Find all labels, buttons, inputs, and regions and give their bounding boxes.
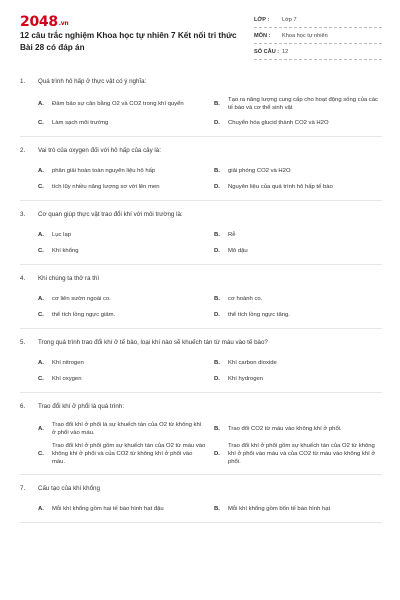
document-header <box>0 0 400 68</box>
question-stem <box>20 402 382 411</box>
option-letter: B. <box>214 426 220 433</box>
answer-option[interactable] <box>214 293 382 305</box>
question-item <box>20 68 382 137</box>
question-text: Trao đổi khí ở phổi là quá trình: <box>38 402 125 410</box>
option-letter: C. <box>38 119 44 126</box>
question-text: Quá trình hô hấp ở thực vật có ý nghĩa: <box>38 78 147 85</box>
option-letter: D. <box>214 119 220 126</box>
answer-option[interactable] <box>38 181 206 193</box>
option-text: Làm sạch môi trường <box>52 119 109 126</box>
answer-option[interactable] <box>214 503 382 515</box>
option-text: giải phóng CO2 và H2O <box>228 167 291 174</box>
option-letter: C. <box>38 375 44 382</box>
answer-option[interactable] <box>38 96 206 113</box>
answer-option[interactable] <box>38 357 206 369</box>
option-letter: D. <box>214 375 220 382</box>
option-letter: D. <box>214 451 220 458</box>
answer-option[interactable] <box>38 421 206 438</box>
question-text: Vai trò của oxygen đối với hô hấp của cây là: <box>38 146 161 154</box>
question-number: 1. <box>20 78 26 85</box>
option-text: Mỗi khí khổng gồm hai tế bào hình hạt đậu <box>52 505 164 512</box>
option-text: Chuyển hóa glucid thành CO2 và H2O <box>228 119 329 126</box>
option-letter: B. <box>214 505 220 512</box>
answer-option[interactable] <box>214 245 382 257</box>
option-text: Mỗi khí khổng gồm bốn tế bào hình hạt <box>228 505 331 512</box>
option-letter: C. <box>38 311 44 318</box>
option-letter: B. <box>214 231 220 238</box>
option-letter: B. <box>214 101 220 108</box>
option-text: tích lũy nhiều năng lượng sơ với lên men <box>52 183 160 190</box>
question-list <box>0 68 400 523</box>
option-text: cơ hoành co. <box>228 295 263 302</box>
option-text: Khí nitrogen <box>52 359 84 366</box>
option-text: Trao đổi khí ở phổi gồm sự khuếch tán của O2 từ máu vào không khí ở phổi và của CO2 từ không khí ở phổi vào máu. <box>52 442 206 466</box>
question-item <box>20 265 382 329</box>
answer-option[interactable] <box>214 96 382 113</box>
option-letter: A. <box>38 295 44 302</box>
question-text: Khi chúng ta thở ra thì <box>38 274 100 282</box>
option-letter: B. <box>214 167 220 174</box>
meta-label: SỐ CÂU : <box>254 48 280 55</box>
question-item <box>20 137 382 201</box>
answer-options <box>20 155 382 193</box>
question-stem <box>20 146 382 155</box>
option-text: thể tích lồng ngực tăng. <box>228 311 290 318</box>
meta-label: LỚP : <box>254 16 270 23</box>
question-stem <box>20 484 382 493</box>
answer-option[interactable] <box>214 229 382 241</box>
option-text: Khí carbon dioxide <box>228 359 277 366</box>
answer-options <box>20 347 382 385</box>
meta-row <box>254 28 382 44</box>
answer-option[interactable] <box>214 181 382 193</box>
option-text: Mô dậu <box>228 247 248 254</box>
option-letter: D. <box>214 183 220 190</box>
question-number: 6. <box>20 402 26 410</box>
question-stem <box>20 77 382 86</box>
answer-option[interactable] <box>214 442 382 467</box>
answer-option[interactable] <box>38 117 206 129</box>
answer-option[interactable] <box>38 165 206 177</box>
answer-options <box>20 86 382 129</box>
option-text: cơ liên sườn ngoài co. <box>52 295 111 302</box>
option-text: Đảm bảo sự cân bằng O2 và CO2 trong khí quyển <box>52 101 184 108</box>
question-stem <box>20 274 382 283</box>
option-text: thể tích lồng ngực giảm. <box>52 311 116 318</box>
document-title: 12 câu trắc nghiệm Khoa học tự nhiên 7 Kết nối tri thức Bài 28 có đáp án <box>20 31 237 52</box>
answer-option[interactable] <box>38 309 206 321</box>
option-text: Khí hydrogen <box>228 375 264 382</box>
option-text: Khí oxygen <box>52 375 82 382</box>
meta-value: 12 <box>282 48 289 55</box>
option-letter: A. <box>38 231 44 238</box>
site-logo[interactable]: 2048.vn <box>20 14 69 30</box>
question-item <box>20 201 382 265</box>
answer-option[interactable] <box>214 309 382 321</box>
answer-option[interactable] <box>38 442 206 467</box>
option-text: Lục lạp <box>52 231 71 238</box>
option-text: Khí khổng <box>52 247 79 254</box>
question-item <box>20 329 382 393</box>
answer-option[interactable] <box>38 293 206 305</box>
option-letter: C. <box>38 183 44 190</box>
answer-option[interactable] <box>38 503 206 515</box>
answer-option[interactable] <box>214 421 382 438</box>
option-text: Trao đổi khí ở phổi là sự khuếch tán của O2 từ không khí ở phổi vào máu. <box>52 421 202 437</box>
meta-value: Khoa học tự nhiên <box>282 32 328 39</box>
option-letter: D. <box>214 247 220 254</box>
answer-option[interactable] <box>214 373 382 385</box>
question-number: 5. <box>20 338 26 346</box>
answer-options <box>20 283 382 321</box>
answer-options <box>20 411 382 467</box>
meta-row <box>254 44 382 60</box>
option-letter: A. <box>38 359 44 366</box>
question-text: Trong quá trình trao đổi khí ở tế bào, loại khí nào sẽ khuếch tán từ máu vào tế bào? <box>38 338 268 346</box>
option-letter: A. <box>38 167 44 174</box>
option-text: Tạo ra năng lượng cung cấp cho hoạt động sống của các tế bào và cơ thể sinh vật <box>228 97 378 112</box>
answer-option[interactable] <box>214 357 382 369</box>
option-letter: D. <box>214 311 220 318</box>
question-item <box>20 393 382 475</box>
answer-option[interactable] <box>38 245 206 257</box>
option-letter: B. <box>214 295 220 302</box>
question-item <box>20 475 382 523</box>
meta-label: MÔN : <box>254 32 271 39</box>
answer-option[interactable] <box>214 117 382 129</box>
answer-options <box>20 219 382 257</box>
option-text: Rễ <box>228 231 236 238</box>
question-stem <box>20 210 382 219</box>
meta-value: Lớp 7 <box>282 16 297 23</box>
answer-option[interactable] <box>38 373 206 385</box>
answer-options <box>20 493 382 515</box>
option-text: Nguyên liệu của quá trình hô hấp tế bào <box>228 183 333 190</box>
meta-row <box>254 12 382 28</box>
option-letter: C. <box>38 247 44 254</box>
option-text: Trao đổi khí ở phổi gồm sự khuếch tán của O2 từ không khí ở phổi vào máu và của CO2 từ máu vào không khí ở phổi. <box>228 442 376 466</box>
option-text: phân giải hoàn toàn nguyên liệu hô hấp <box>52 167 156 174</box>
option-letter: A. <box>38 101 44 108</box>
option-letter: B. <box>214 359 220 366</box>
question-stem <box>20 338 382 347</box>
option-text: Trao đổi CO2 từ máu vào không khí ở phổi. <box>228 426 342 433</box>
question-number: 7. <box>20 484 26 492</box>
option-letter: A. <box>38 426 44 433</box>
answer-option[interactable] <box>38 229 206 241</box>
meta-panel <box>254 12 382 60</box>
question-number: 4. <box>20 274 26 282</box>
question-number: 3. <box>20 210 26 218</box>
question-text: Cơ quan giúp thực vật trao đổi khí với môi trường là: <box>38 210 183 218</box>
question-text: Cấu tạo của khí khổng <box>38 484 100 492</box>
question-number: 2. <box>20 146 26 154</box>
option-letter: C. <box>38 451 44 458</box>
option-letter: A. <box>38 505 44 512</box>
answer-option[interactable] <box>214 165 382 177</box>
